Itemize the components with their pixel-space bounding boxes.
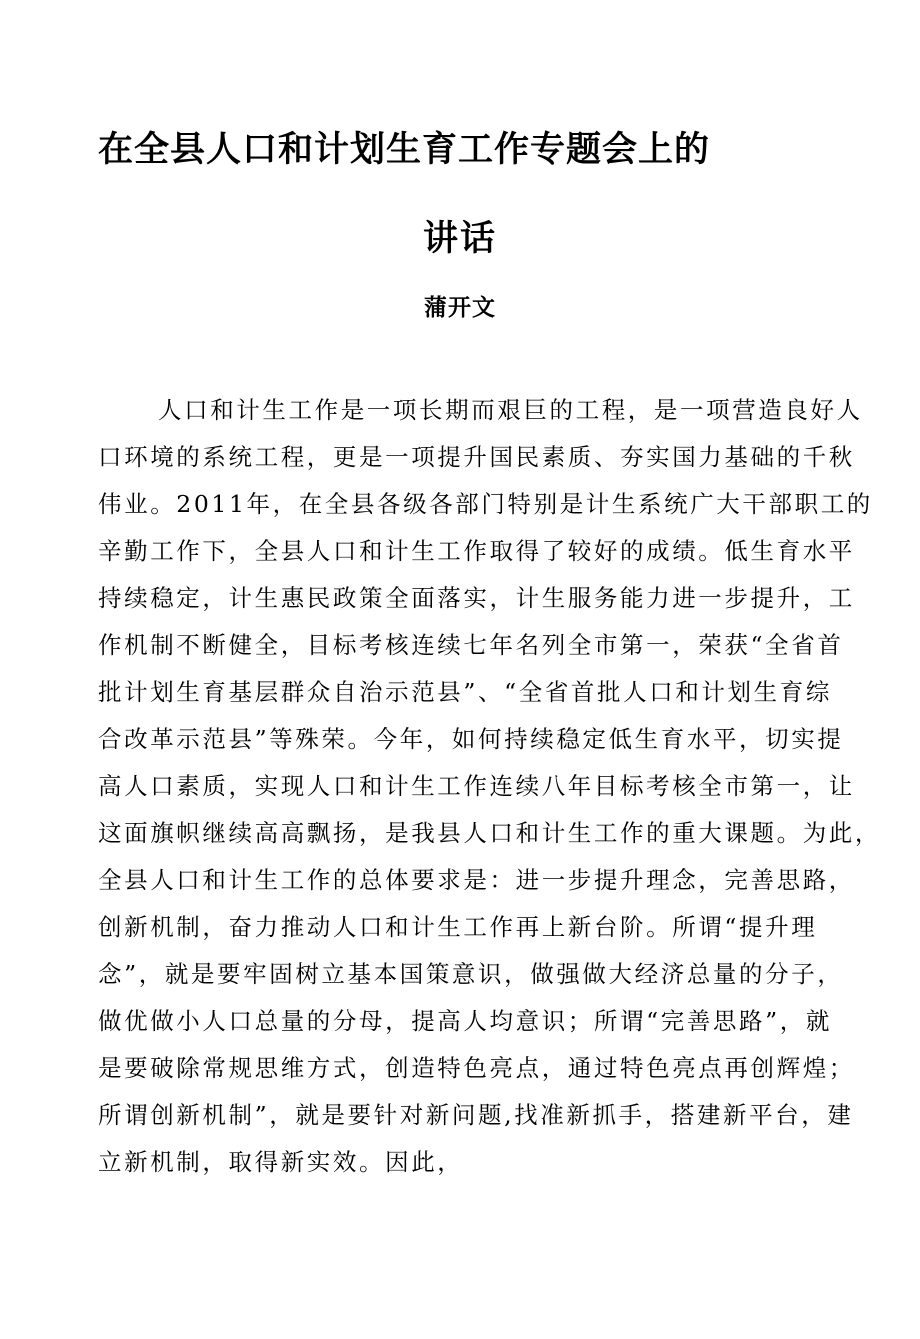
body-line: 合改革示范县”等殊荣。今年，如何持续稳定低生育水平，切实提 bbox=[98, 725, 844, 753]
body-line: 高人口素质，实现人口和计生工作连续八年目标考核全市第一，让 bbox=[98, 772, 855, 800]
body-line: 人口和计生工作是一项长期而艰巨的工程，是一项营造良好人 bbox=[158, 396, 863, 424]
body-line: 念”，就是要牢固树立基本国策意识，做强做大经济总量的分子， bbox=[98, 960, 844, 988]
body-line: 全县人口和计生工作的总体要求是：进一步提升理念，完善思路， bbox=[98, 866, 855, 894]
body-line: 伟业。2011年，在全县各级各部门特别是计生系统广大干部职工的 bbox=[98, 490, 873, 518]
body-line: 是要破除常规思维方式，创造特色亮点，通过特色亮点再创辉煌； bbox=[98, 1054, 855, 1082]
body-line: 批计划生育基层群众自治示范县”、“全省首批人口和计划生育综 bbox=[98, 678, 832, 706]
author-name: 蒲开文 bbox=[424, 295, 496, 321]
document-title-line-1: 在全县人口和计划生育工作专题会上的 bbox=[98, 130, 711, 170]
body-line: 立新机制，取得新实效。因此， bbox=[98, 1148, 464, 1176]
body-line: 作机制不断健全，目标考核连续七年名列全市第一，荣获“全省首 bbox=[98, 631, 844, 659]
body-line: 创新机制，奋力推动人口和计生工作再上新台阶。所谓“提升理 bbox=[98, 913, 818, 941]
body-line: 辛勤工作下，全县人口和计生工作取得了较好的成绩。低生育水平 bbox=[98, 537, 855, 565]
body-line: 持续稳定，计生惠民政策全面落实，计生服务能力进一步提升，工 bbox=[98, 584, 855, 612]
body-paragraph bbox=[98, 387, 881, 1186]
body-line: 做优做小人口总量的分母，提高人均意识；所谓“完善思路”，就 bbox=[98, 1007, 832, 1035]
body-line: 这面旗帜继续高高飘扬，是我县人口和计生工作的重大课题。为此， bbox=[98, 819, 881, 847]
body-line: 所谓创新机制”，就是要针对新问题,找准新抓手，搭建新平台，建 bbox=[98, 1101, 854, 1129]
body-line: 口环境的系统工程，更是一项提升国民素质、夯实国力基础的千秋 bbox=[98, 443, 855, 471]
document-title-line-2: 讲话 bbox=[422, 219, 497, 259]
